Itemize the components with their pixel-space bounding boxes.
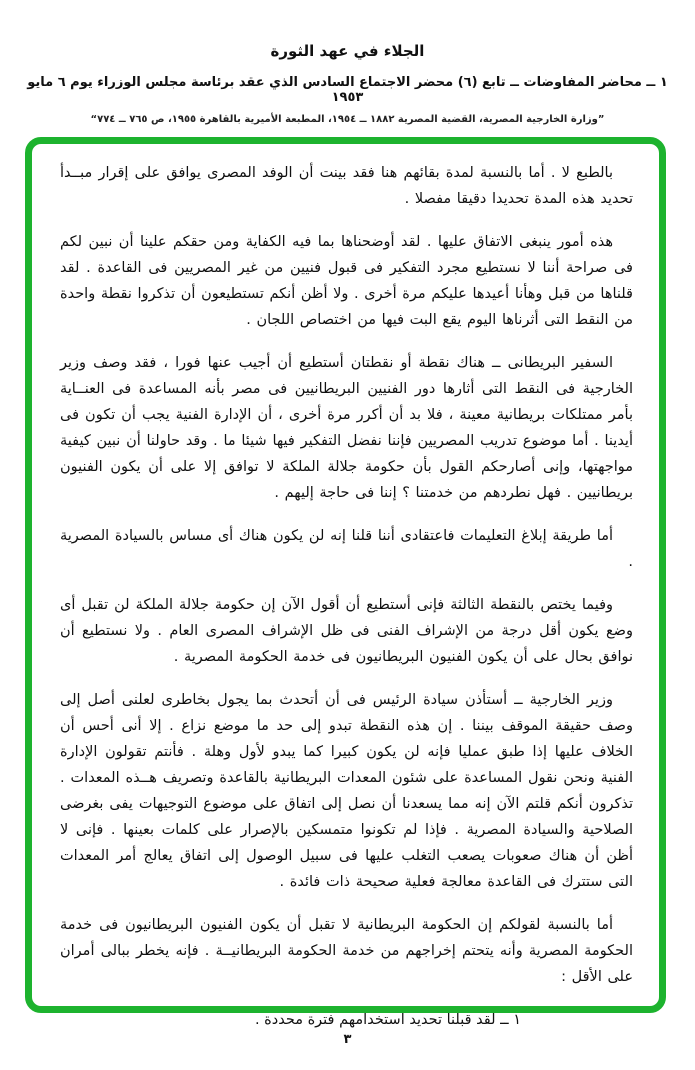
body-paragraph: أما طريقة إبلاغ التعليمات فاعتقادى أننا قلنا إنه لن يكون هناك أى مساس بالسيادة المصرية . xyxy=(60,528,633,570)
numbered-list-item: ١ ــ لقد قبلنا تحديد استخدامهم فترة محددة . xyxy=(254,1012,521,1028)
source-citation: ”وزارة الخارجية المصرية، القضية المصرية ١٨٨٢ ــ ١٩٥٤، المطبعة الأميرية بالقاهرة ١٩٥٥، ص ٧٦٥ ــ ٧٧٤“ xyxy=(90,114,605,125)
body-paragraph: أما بالنسبة لقولكم إن الحكومة البريطانية لا تقبل أن يكون الفنيون البريطانيون فى خدمة الحكومة المصرية وأنه يتحتم إخراجهم من خدمة الحكومة البريطانيــة . فإنه يخطر ببالى أمران على الأقل : xyxy=(60,917,633,985)
document-body xyxy=(60,160,633,990)
page-title: الجلاء في عهد الثورة xyxy=(270,42,425,60)
body-paragraph: السفير البريطانى ــ هناك نقطة أو نقطتان أستطيع أن أجيب عنها فورا ، فقد وصف وزير الخارجية فى النقط التى أثارها دور الفنيين البريطانيين فى مصر بأنه المساعدة فى العنــاية بأمر ممتلكات بريطانية معينة ، فلا بد أن أكرر مرة أخرى ، أن الإدارة الفنية يجب أن تكون فى أيدينا . أما موضوع تدريب المصريين فإننا نفضل التفكير فيها شيئا ما . وقد حاولنا أن نبين كيفية مواجهتها، وإنى أصارحكم القول بأن حكومة جلالة الملكة لا توافق إلا على أن يكون الفنيون بريطانيين . فهل نطردهم من خدمتنا ؟ إننا فى حاجة إليهم . xyxy=(60,355,633,501)
body-paragraph: وفيما يختص بالنقطة الثالثة فإنى أستطيع أن أقول الآن إن حكومة جلالة الملكة لن تقبل أى وضع يكون أقل درجة من الإشراف الفنى فى ظل الإشراف المصرى العام . ولا نستطيع أن نوافق بحال على أن يكون الفنيون البريطانيون فى خدمة الحكومة المصرية . xyxy=(60,597,633,665)
highlight-border-box xyxy=(25,137,666,1028)
body-paragraph: هذه أمور ينبغى الاتفاق عليها . لقد أوضحناها بما فيه الكفاية ومن حقكم علينا أن نبين لكم فى صراحة أننا لا نستطيع مجرد التفكير فى قبول فنيين من غير المصريين فى القاعدة . لقد قلناها من قبل وهأنا أعيدها عليكم مرة أخرى . ولا أظن أنكم تستطيعون أن تذكروا نقطة واحدة من النقط التى أثرناها اليوم يقع البت فيها من اختصاص اللجان . xyxy=(60,234,633,328)
body-paragraph: وزير الخارجية ــ أستأذن سيادة الرئيس فى أن أتحدث بما يجول بخاطرى لعلنى أصل إلى وصف حقيقة الموقف بيننا . إن هذه النقطة تبدو إلى حد ما موضع نزاع . إلا أنى أحس أن الخلاف عليها إذا طبق عمليا فإنه لن يكون كبيرا كما يبدو لأول وهلة . فأنتم تقولون الإدارة الفنية ونحن نقول المساعدة على شئون المعدات البريطانية بالقاعدة وتصريف هــذه المعدات . تذكرون أنكم قلتم الآن إنه مما يسعدنا أن نصل إلى اتفاق على موضوع التوجيهات يفى بغرضى الصلاحية والسيادة المصرية . فإذا لم تكونوا متمسكين بالإصرار على كلمات بعينها . فإنى لا أظن أن هناك صعوبات يصعب التغلب عليها فى سبيل الوصول إلى اتفاق يعالج أمر المعدات التى ستترك فى القاعدة معالجة فعلية صحيحة ذات فائدة . xyxy=(60,692,633,890)
body-paragraph: بالطبع لا . أما بالنسبة لمدة بقائهم هنا فقد بينت أن الوفد المصرى يوافق على إقرار مبــدأ تحديد هذه المدة تحديدا دقيقا مفصلا . xyxy=(60,165,633,207)
section-heading: ١ ــ محاضر المفاوضات ــ تابع (٦) محضر الاجتماع السادس الذي عقد برئاسة مجلس الوزراء يوم ٦ مايو ١٩٥٣ xyxy=(27,75,668,105)
page-header xyxy=(0,0,695,125)
page-number: ٣ xyxy=(343,1032,352,1047)
